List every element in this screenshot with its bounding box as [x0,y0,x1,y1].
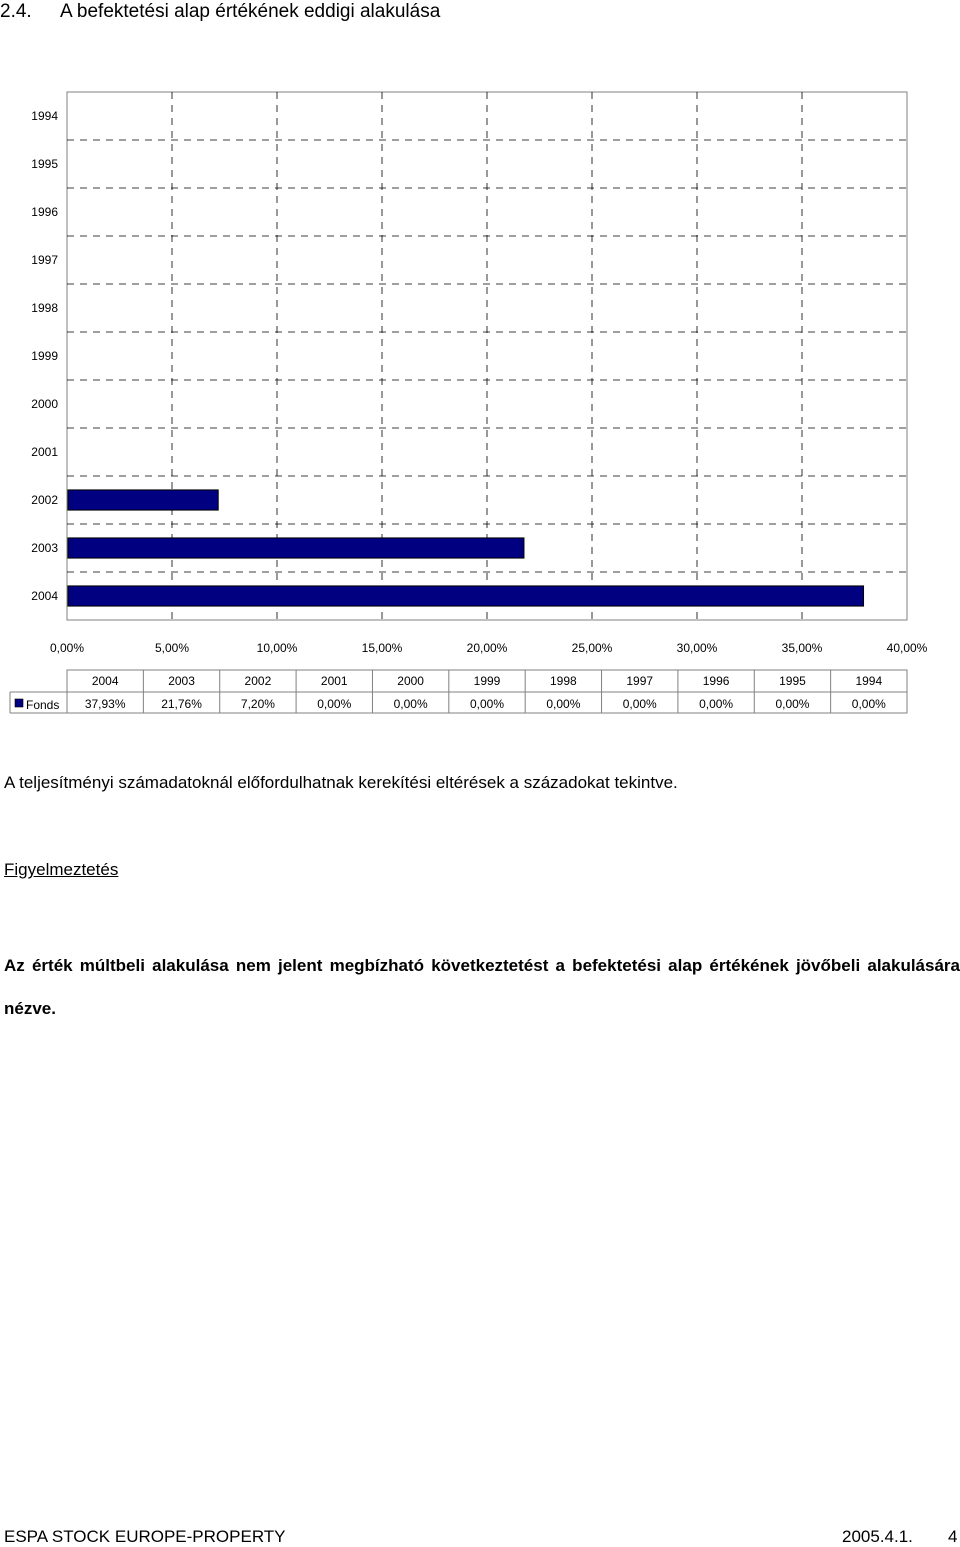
bar-2003 [68,538,524,558]
category-label: 2000 [31,397,58,411]
category-label: 1995 [31,157,58,171]
data-table-header: 1996 [702,674,730,688]
data-table-header: 2000 [397,674,424,688]
warning-title: Figyelmeztetés [4,860,119,879]
category-label: 1996 [31,205,58,219]
x-tick-label: 30,00% [676,641,718,655]
category-label: 2002 [31,493,58,507]
data-table-value: 7,20% [240,697,275,711]
category-label: 2001 [31,445,58,459]
data-table-value: 37,93% [84,697,126,711]
data-table-value: 0,00% [546,697,581,711]
data-table-value: 0,00% [469,697,505,711]
footer-date: 2005.4.1. [842,1527,913,1546]
x-tick-label: 40,00% [886,641,928,655]
data-table-header: 2002 [244,674,272,688]
category-labels [31,109,58,603]
category-label: 1994 [31,109,58,123]
category-label: 1997 [31,253,58,267]
data-table-value: 0,00% [775,697,810,711]
category-label: 2003 [31,541,58,555]
category-label: 2004 [31,589,58,603]
rounding-note: A teljesítményi számadatoknál előfordulhatnak kerekítési eltérések a századokat tekintve. [4,773,678,792]
data-table-value: 0,00% [699,697,734,711]
category-label: 1998 [31,301,58,315]
data-table-header: 1997 [626,674,654,688]
section-title: A befektetési alap értékének eddigi alakulása [60,1,441,22]
data-table-header: 1995 [779,674,806,688]
x-tick-label: 0,00% [49,641,85,655]
legend-swatch [15,699,23,707]
data-table-header: 2004 [91,674,119,688]
data-table-value: 0,00% [317,697,352,711]
bar-2004 [68,586,864,606]
data-table-header: 1994 [855,674,883,688]
x-tick-label: 20,00% [466,641,508,655]
data-table-value: 0,00% [393,697,428,711]
bar-2002 [68,490,218,510]
performance-chart [0,80,960,720]
x-tick-label: 10,00% [256,641,298,655]
data-table-header: 2003 [168,674,195,688]
section-heading [0,0,440,24]
x-tick-label: 35,00% [781,641,823,655]
data-table-value: 0,00% [851,697,886,711]
category-label: 1999 [31,349,58,363]
footer-fund-name: ESPA STOCK EUROPE-PROPERTY [4,1527,286,1546]
data-table-header: 1998 [550,674,577,688]
x-tick-labels [50,641,928,655]
data-table-value: 21,76% [161,697,202,711]
x-tick-label: 15,00% [361,641,403,655]
x-tick-label: 25,00% [571,641,613,655]
data-table-header: 1999 [473,674,501,688]
x-tick-label: 5,00% [154,641,190,655]
section-number: 2.4. [0,1,32,22]
footer-page-number: 4 [948,1527,958,1546]
data-table-row-label: Fonds [26,698,60,712]
data-table-header: 2001 [320,674,348,688]
data-table-value: 0,00% [622,697,657,711]
warning-body: Az érték múltbeli alakulása nem jelent megbízható következtetést a befektetési alap értékének jövőbeli alakulására nézve. [4,956,960,1018]
data-table [10,670,907,713]
